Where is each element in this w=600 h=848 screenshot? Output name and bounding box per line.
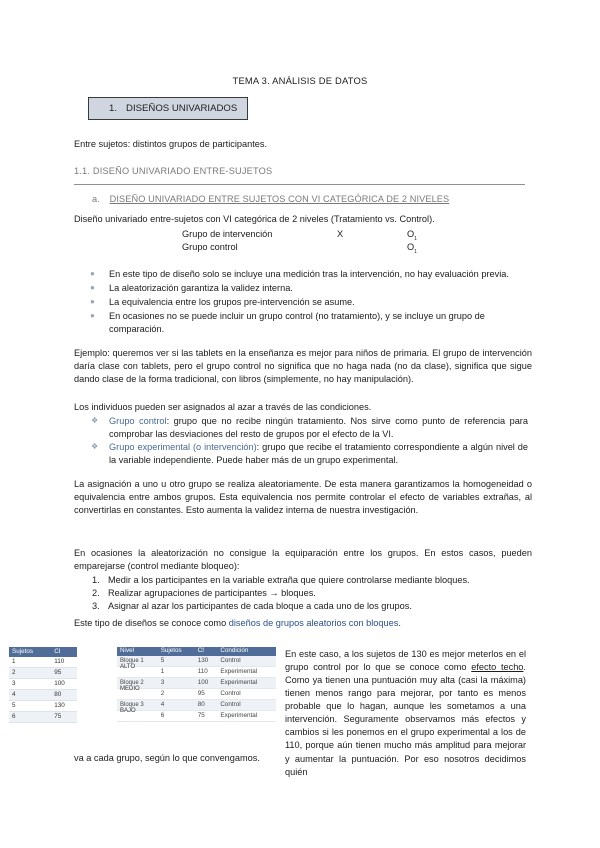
design-type-term: diseños de grupos aleatorios con bloques (228, 618, 399, 628)
list-item: ● En ocasiones no se puede incluir un grupo control (no tratamiento), y se incluye un grupo de comparación. (90, 311, 485, 335)
level-tag: MEDIO (120, 686, 140, 692)
term-control-group: Grupo control (109, 416, 167, 426)
table-row: 3 100 (9, 679, 77, 690)
table-header: Sujetos (9, 647, 51, 657)
group-intervention-x: X (337, 229, 344, 239)
table-row: 1 110 (9, 657, 77, 668)
list-item: ❖ Grupo control: grupo que no recibe ningún tratamiento. Nos sirve como punto de referencia para comprobar las desviaciones del resto de grupos por el efecto de la VI. (91, 416, 528, 440)
table-row: Bloque 3 BAJO 4 80 Control (117, 700, 276, 711)
list-item: 2. Realizar agrupaciones de participantes → bloques. (92, 588, 316, 599)
table-row: Bloque 2 MEDIO 3 100 Experimental (117, 678, 276, 689)
table-row: 2 95 (9, 668, 77, 679)
table-header: CI (195, 647, 218, 656)
subheading-a (92, 193, 449, 206)
ceiling-effect-paragraph: En este caso, a los sujetos de 130 es mejor meterlos en el grupo control por lo que se conoce como efecto techo. Como ya tienen una puntuación muy alta (casi la máxima) tienen menos rango para mejorar, por tanto es menos probable que lo hagan, aunque les sometamos a una intervención. Seguramente observamos más efectos y cambios si les ponemos en el grupo experimental a los de 110, porque aún tienen mucho más amplitud para mejorar y aumentar la puntuación. Por eso nosotros decidimos quién (285, 649, 526, 777)
subheading-a-letter: a. (92, 194, 100, 204)
table-header: Nivel (117, 647, 158, 656)
section-number: 1. (109, 103, 118, 114)
individuals-text: Los individuos pueden ser asignados al azar a través de las condiciones. (74, 402, 372, 412)
group-control-o: $O_1$ (407, 242, 417, 255)
subheading-a-title: DISEÑO UNIVARIADO ENTRE SUJETOS CON VI CATEGÓRICA DE 2 NIVELES (109, 194, 450, 204)
bullet-icon: ● (90, 283, 95, 293)
list-item: 3. Asignar al azar los participantes de cada bloque a cada uno de los grupos. (92, 601, 412, 612)
blocks-table (117, 647, 276, 722)
intro-text: Entre sujetos: distintos grupos de participantes. (74, 139, 268, 149)
design-type-line: Este tipo de diseños se conoce como diseños de grupos aleatorios con bloques. (74, 618, 401, 628)
ceiling-effect-term: efecto techo (471, 662, 524, 673)
term-experimental-group: Grupo experimental (o intervención) (109, 442, 257, 453)
table-row: 5 130 (9, 701, 77, 712)
group-control-name: Grupo control (182, 242, 238, 252)
table-header: CI (51, 647, 77, 657)
table-header: Sujetos (158, 647, 195, 656)
level-tag: BAJO (120, 708, 136, 714)
table-header: Condición (217, 647, 276, 656)
bullet-icon: ● (90, 297, 95, 307)
list-item: ❖ Grupo experimental (o intervención): grupo que recibe el tratamiento correspondiente a algún nivel de la variable independiente. Puede haber más de un grupo experimental. (91, 442, 528, 466)
table-row: Bloque 1 ALTO 5 130 Control (117, 656, 276, 667)
table-row: 2 95 Control (117, 689, 276, 700)
list-item: ● La equivalencia entre los grupos pre-intervención se asume. (90, 297, 355, 308)
table-row: 1 110 Experimental (117, 667, 276, 678)
section-heading-box (88, 97, 248, 120)
table-row: 4 80 (9, 690, 77, 701)
design-bullet-list (90, 268, 530, 337)
section-label: DISEÑOS UNIVARIADOS (126, 103, 238, 114)
assignment-paragraph: La asignación a uno u otro grupo se realiza aleatoriamente. De esta manera garantizamos la homogeneidad o equivalencia entre ambos grupos. Esta equivalencia nos permite controlar el efecto de variables extrañas, al convertirlas en constantes. Esto aumenta la validez interna de nuestra investigación. (74, 479, 532, 516)
design-description: Diseño univariado entre-sujetos con VI categórica de 2 niveles (Tratamiento vs. Control). (74, 214, 435, 224)
subsection-divider (74, 184, 525, 185)
group-intervention-o: $O_1$ (407, 229, 417, 242)
definition-list (90, 415, 528, 467)
subjects-table (9, 647, 77, 723)
list-item: ● La aleatorización garantiza la validez interna. (90, 283, 293, 294)
group-intervention-name: Grupo de intervención (182, 229, 273, 239)
table-row: 6 75 Experimental (117, 711, 276, 722)
document-title: TEMA 3. ANÁLISIS DE DATOS (232, 75, 368, 86)
diamond-icon: ❖ (91, 442, 99, 452)
blocking-steps (92, 574, 522, 613)
blocking-intro: En ocasiones la aleatorización no consigue la equiparación entre los grupos. En estos casos, pueden emparejarse (control mediante bloqueo): (74, 548, 532, 572)
diamond-icon: ❖ (91, 416, 99, 425)
example-paragraph: Ejemplo: queremos ver si las tablets en la enseñanza es mejor para niños de primaria. El grupo de intervención daría clase con tablets, pero el grupo control no significa que no haga nada (no da clase), significa que sigue dando clase de la forma tradicional, con libros (simplemente, no hay manipulación). (74, 348, 532, 385)
bullet-icon: ● (90, 311, 95, 321)
subsection-heading: 1.1. DISEÑO UNIVARIADO ENTRE-SUJETOS (74, 166, 273, 176)
bullet-icon: ● (90, 269, 95, 278)
closing-line: va a cada grupo, según lo que convengamos. (74, 753, 260, 763)
level-tag: ALTO (120, 664, 136, 670)
list-item: ● En este tipo de diseño solo se incluye una medición tras la intervención, no hay evaluación previa. (90, 269, 509, 279)
table-row: 6 75 (9, 712, 77, 723)
list-item: 1. Medir a los participantes en la variable extraña que quiere controlarse mediante bloques. (92, 575, 470, 585)
